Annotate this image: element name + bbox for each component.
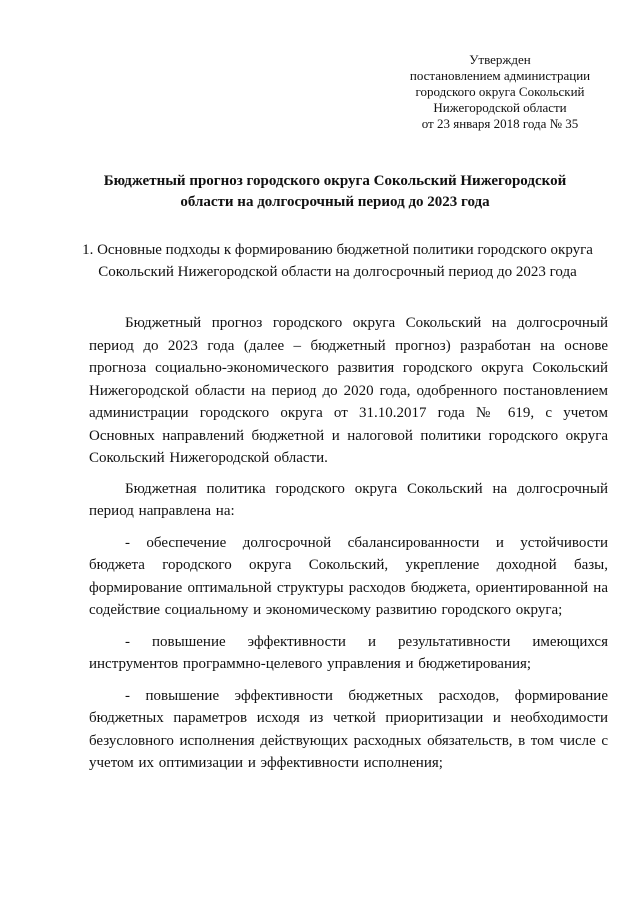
title-line: Бюджетный прогноз городского округа Сокольский Нижегородской xyxy=(103,173,567,189)
approval-line: от 23 января 2018 года № 35 xyxy=(421,116,579,131)
paragraph: Бюджетный прогноз городского округа Сокольский на долгосрочный период до 2023 года (далее – бюджетный прогноз) разработан на основе прогноза социально-экономического развития городского округа Сокольский Нижегородской области на период до 2020 года, одобренного постановлением администрации городского округа от 31.10.2017 года № 619, с учетом Основных направлений бюджетной и налоговой политики городского округа Сокольский Нижегородской области. xyxy=(89,315,608,466)
section-heading-line: 1. Основные подходы к формированию бюджетной политики городского округа xyxy=(82,242,593,258)
list-item: - обеспечение долгосрочной сбалансированности и устойчивости бюджета городского округа Сокольский, укрепление доходной базы, формирование оптимальной структуры расходов бюджета, ориентированной на содействие социальному и экономическому развитию городского округа; xyxy=(89,534,608,618)
list-item: - повышение эффективности бюджетных расходов, формирование бюджетных параметров исходя из четкой приоритизации и необходимости безусловного исполнения действующих расходных обязательств, в том числе с учетом их оптимизации и эффективности исполнения; xyxy=(89,687,608,771)
paragraph: Бюджетная политика городского округа Сокольский на долгосрочный период направлена на: xyxy=(89,480,608,519)
approval-line: городского округа Сокольский xyxy=(415,84,585,99)
approval-line: постановлением администрации xyxy=(409,68,591,83)
approval-line: Утвержден xyxy=(469,52,531,67)
title-line: области на долгосрочный период до 2023 года xyxy=(180,194,490,210)
document-body xyxy=(89,312,608,775)
approval-line: Нижегородской области xyxy=(433,100,567,115)
list-item: - повышение эффективности и результативности имеющихся инструментов программно-целевого управления и бюджетирования; xyxy=(89,633,608,672)
section-heading-line: Сокольский Нижегородской области на долгосрочный период до 2023 года xyxy=(98,264,577,280)
approval-stamp xyxy=(390,52,610,132)
section-heading xyxy=(70,239,605,283)
document-title xyxy=(60,171,610,213)
